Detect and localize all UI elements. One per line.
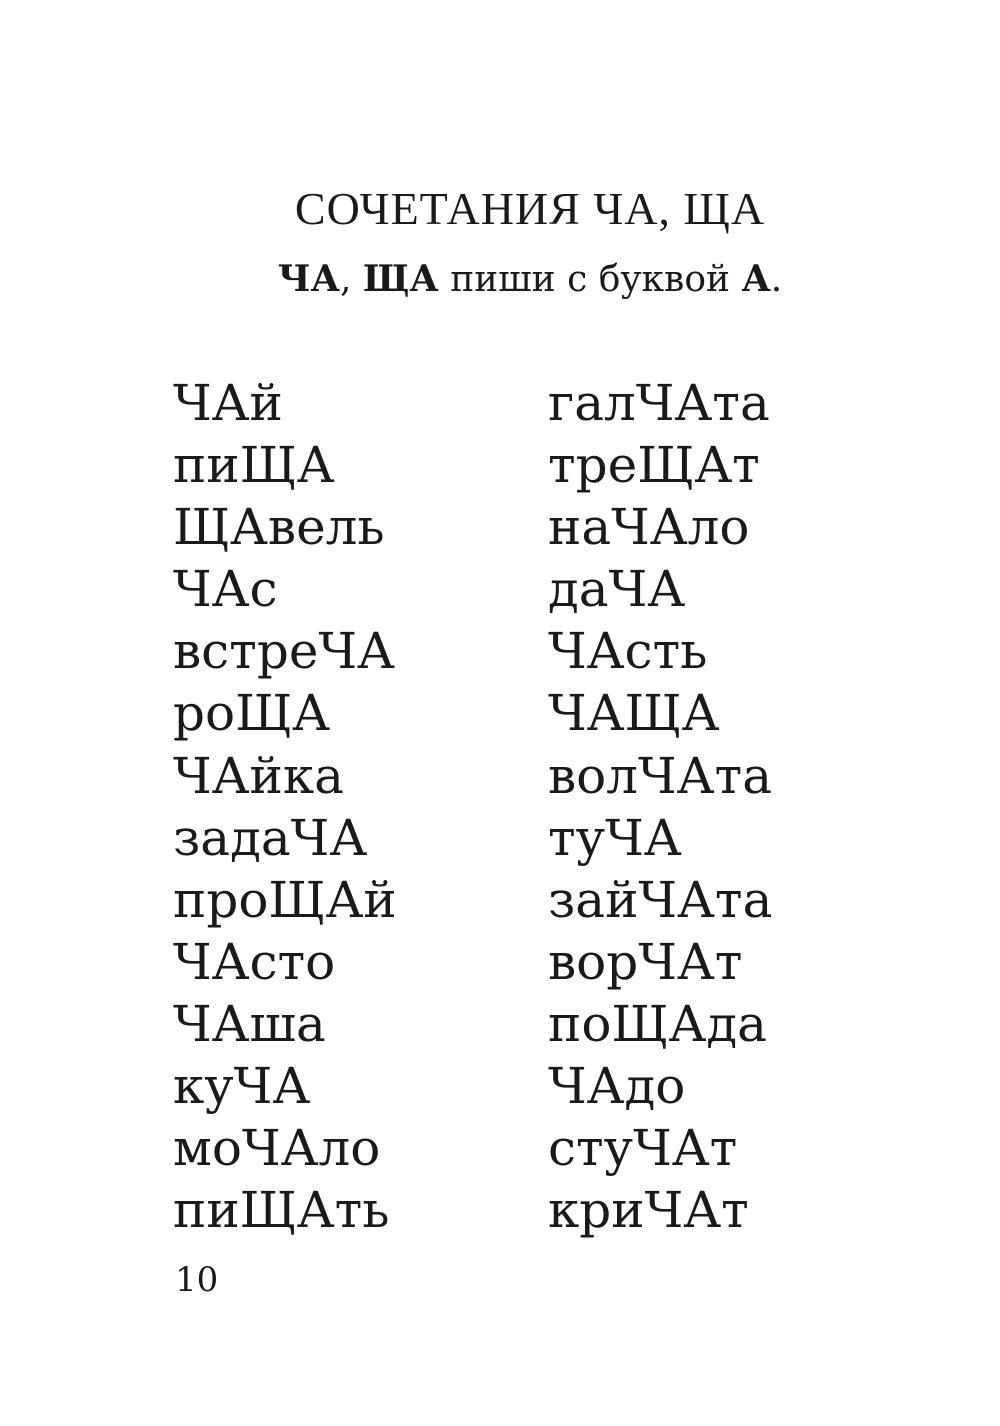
word-item: зайЧАта — [548, 870, 773, 929]
word-item: задаЧА — [173, 808, 368, 867]
right-word-column — [548, 372, 772, 1241]
word-item: ЧАЩА — [548, 684, 720, 743]
word-item: куЧА — [173, 1057, 311, 1116]
word-item: ворЧАт — [548, 932, 743, 991]
word-item: треЩАт — [548, 436, 760, 495]
word-item: проЩАй — [173, 870, 397, 929]
left-word-column — [173, 372, 397, 1241]
word-item: ЧАйка — [173, 746, 344, 805]
word-item: ЧАй — [173, 374, 283, 432]
word-item: криЧАт — [548, 1181, 749, 1240]
word-item: поЩАда — [548, 994, 767, 1053]
rule-separator: , — [339, 259, 363, 300]
rule-letter-a: А — [741, 258, 771, 300]
rule-syllable-cha: ЧА — [277, 258, 340, 300]
page-title: СОЧЕТАНИЯ ЧА, ЩА — [294, 183, 766, 234]
page-number: 10 — [175, 1260, 219, 1300]
word-item: моЧАло — [173, 1119, 381, 1178]
word-item: ЧАс — [173, 560, 278, 619]
word-item: ЧАдо — [548, 1057, 686, 1116]
word-item: встреЧА — [173, 622, 395, 681]
word-item: пиЩАть — [173, 1181, 390, 1240]
word-item: ЩАвель — [173, 498, 385, 557]
word-item: ЧАсть — [548, 622, 708, 681]
word-item: пиЩА — [173, 436, 335, 495]
rule-period: . — [770, 259, 783, 300]
word-item: туЧА — [548, 808, 682, 867]
rule-syllable-shcha: ЩА — [362, 258, 439, 300]
word-item: наЧАло — [548, 498, 750, 557]
word-item: ЧАсто — [173, 932, 336, 991]
rule-text: пиши с буквой — [438, 259, 742, 300]
word-item: даЧА — [548, 560, 686, 619]
spelling-rule — [0, 258, 1000, 300]
word-item: ЧАша — [173, 994, 326, 1053]
word-item: волЧАта — [548, 746, 772, 805]
word-item: роЩА — [173, 684, 331, 743]
word-item: галЧАта — [548, 374, 770, 432]
word-item: стуЧАт — [548, 1119, 738, 1178]
